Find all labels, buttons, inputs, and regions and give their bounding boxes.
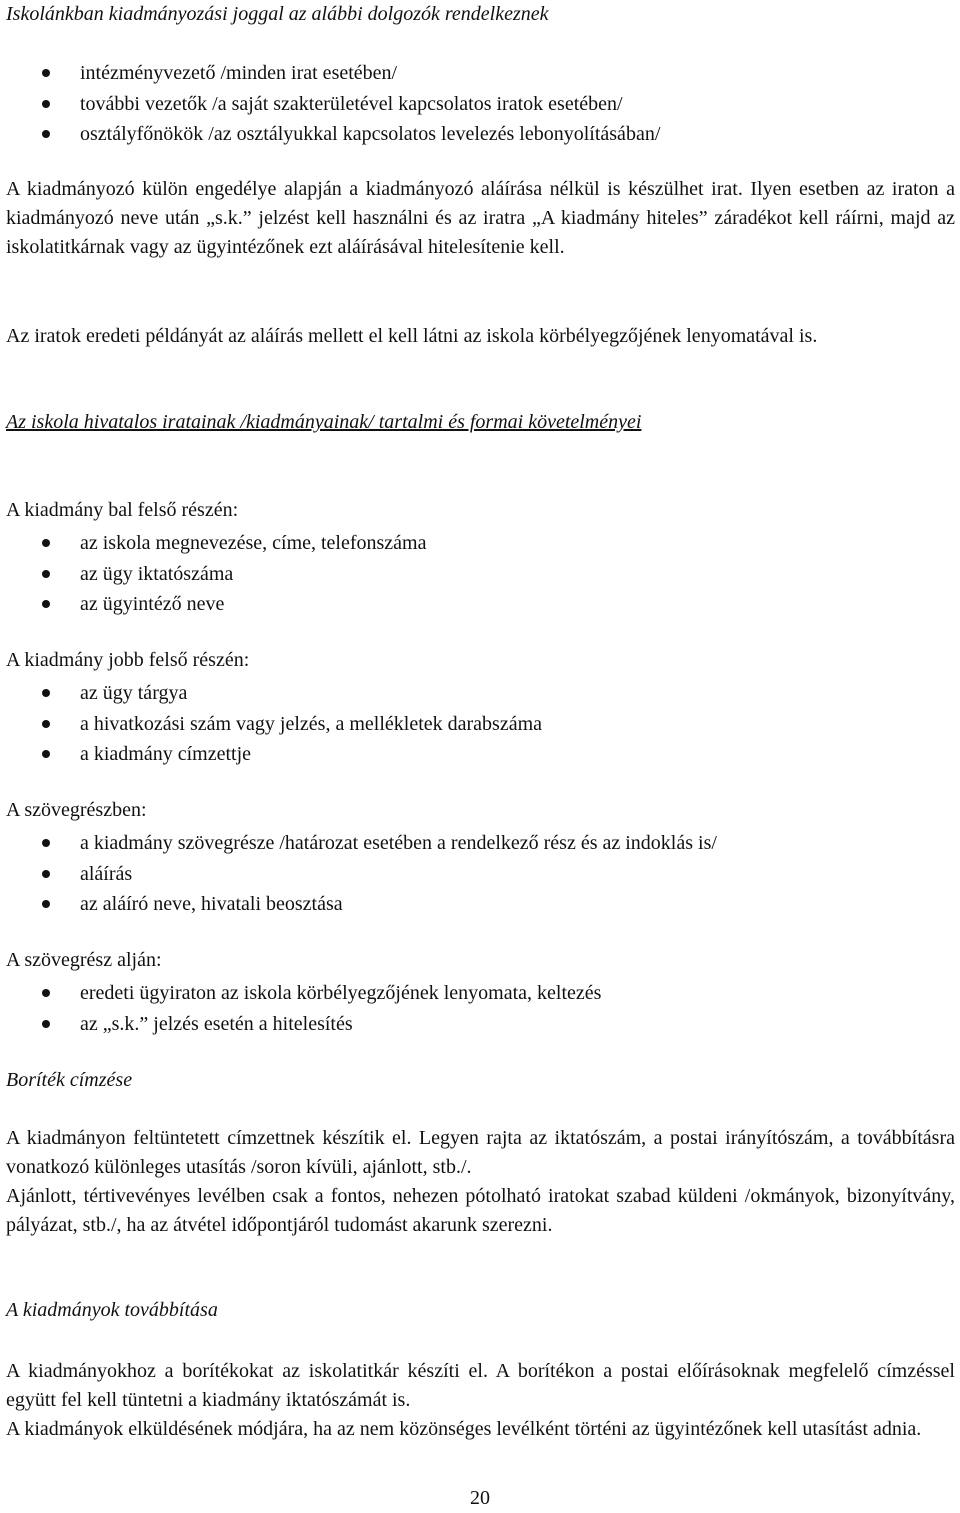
paragraph-stamp: Az iratok eredeti példányát az aláírás mellett el kell látni az iskola körbélyegzőjének lenyomatával is. — [6, 325, 818, 347]
bullet-icon — [42, 989, 50, 997]
list-item: intézményvezető /minden irat esetében/ — [6, 58, 955, 89]
bullet-icon — [42, 750, 50, 758]
bullet-icon — [42, 1020, 50, 1028]
bullet-icon — [42, 130, 50, 138]
list-item: az „s.k.” jelzés esetén a hitelesítés — [6, 1009, 955, 1040]
bullet-icon — [42, 900, 50, 908]
bullet-icon — [42, 570, 50, 578]
list-item: az ügy tárgya — [6, 678, 955, 709]
paragraph-sending-method: A kiadmányok elküldésének módjára, ha az nem közönséges levélként történi az ügyintézőnek kell utasítást adnia. — [6, 1418, 922, 1440]
group-label: A kiadmány jobb felső részén: — [6, 649, 250, 671]
group-label: A szövegrész alján: — [6, 949, 162, 971]
paragraph-registered-mail: Ajánlott, tértivevényes levélben csak a fontos, nehezen pótolható iratokat szabad küldeni /okmányok, bizonyítvány, pályázat, stb./, ha az átvétel időpontjáról tudomást akarunk szerezni. — [6, 1185, 955, 1236]
list-item: a hivatkozási szám vagy jelzés, a mellékletek darabszáma — [6, 709, 955, 740]
requirement-group — [6, 496, 955, 620]
list-item: az ügy iktatószáma — [6, 559, 955, 590]
list-item: az ügyintéző neve — [6, 589, 955, 620]
bullet-icon — [42, 100, 50, 108]
section-heading-signing-rights: Iskolánkban kiadmányozási joggal az alábbi dolgozók rendelkeznek — [6, 3, 549, 25]
bullet-icon — [42, 839, 50, 847]
list-item: további vezetők /a saját szakterületével kapcsolatos iratok esetében/ — [6, 89, 955, 120]
bullet-icon — [42, 689, 50, 697]
paragraph-envelopes: A kiadmányokhoz a borítékokat az iskolatitkár készíti el. A borítékon a postai előírásoknak megfelelő címzéssel együtt fel kell tüntetni a kiadmány iktatószámát is. — [6, 1360, 955, 1411]
list-item: a kiadmány címzettje — [6, 739, 955, 770]
requirement-group — [6, 646, 955, 770]
list-item: osztályfőnökök /az osztályukkal kapcsolatos levelezés lebonyolításában/ — [6, 119, 955, 150]
paragraph-envelope-addressing: A kiadmányon feltüntetett címzettnek készítik el. Legyen rajta az iktatószám, a postai irányítószám, a továbbításra vonatkozó különleges utasítás /soron kívüli, ajánlott, stb./. — [6, 1127, 955, 1178]
list-item: aláírás — [6, 859, 955, 890]
bullet-icon — [42, 870, 50, 878]
bullet-icon — [42, 720, 50, 728]
list-item: eredeti ügyiraton az iskola körbélyegzőjének lenyomata, keltezés — [6, 978, 955, 1009]
requirement-group — [6, 946, 955, 1039]
paragraph-signing-rules: A kiadmányozó külön engedélye alapján a kiadmányozó aláírása nélkül is készülhet irat. Ilyen esetben az iraton a kiadmányozó neve után „s.k.” jelzést kell használni és az iratra „A kiadmány hiteles” záradékot kell ráírni, majd az iskolatitkárnak vagy az ügyintézőnek ezt aláírásával hitelesítenie kell. — [6, 178, 955, 258]
group-label: A szövegrészben: — [6, 799, 147, 821]
list-item: az iskola megnevezése, címe, telefonszáma — [6, 528, 955, 559]
signer-list — [6, 58, 955, 150]
section-heading-envelope: Boríték címzése — [6, 1069, 133, 1091]
section-heading-forwarding: A kiadmányok továbbítása — [6, 1299, 218, 1321]
list-item: az aláíró neve, hivatali beosztása — [6, 889, 955, 920]
bullet-icon — [42, 539, 50, 547]
bullet-icon — [42, 69, 50, 77]
page-number: 20 — [470, 1487, 490, 1509]
requirement-group — [6, 796, 955, 920]
bullet-icon — [42, 600, 50, 608]
group-label: A kiadmány bal felső részén: — [6, 499, 239, 521]
section-heading-requirements: Az iskola hivatalos iratainak /kiadmányainak/ tartalmi és formai követelményei — [6, 411, 642, 433]
list-item: a kiadmány szövegrésze /határozat esetében a rendelkező rész és az indoklás is/ — [6, 828, 955, 859]
